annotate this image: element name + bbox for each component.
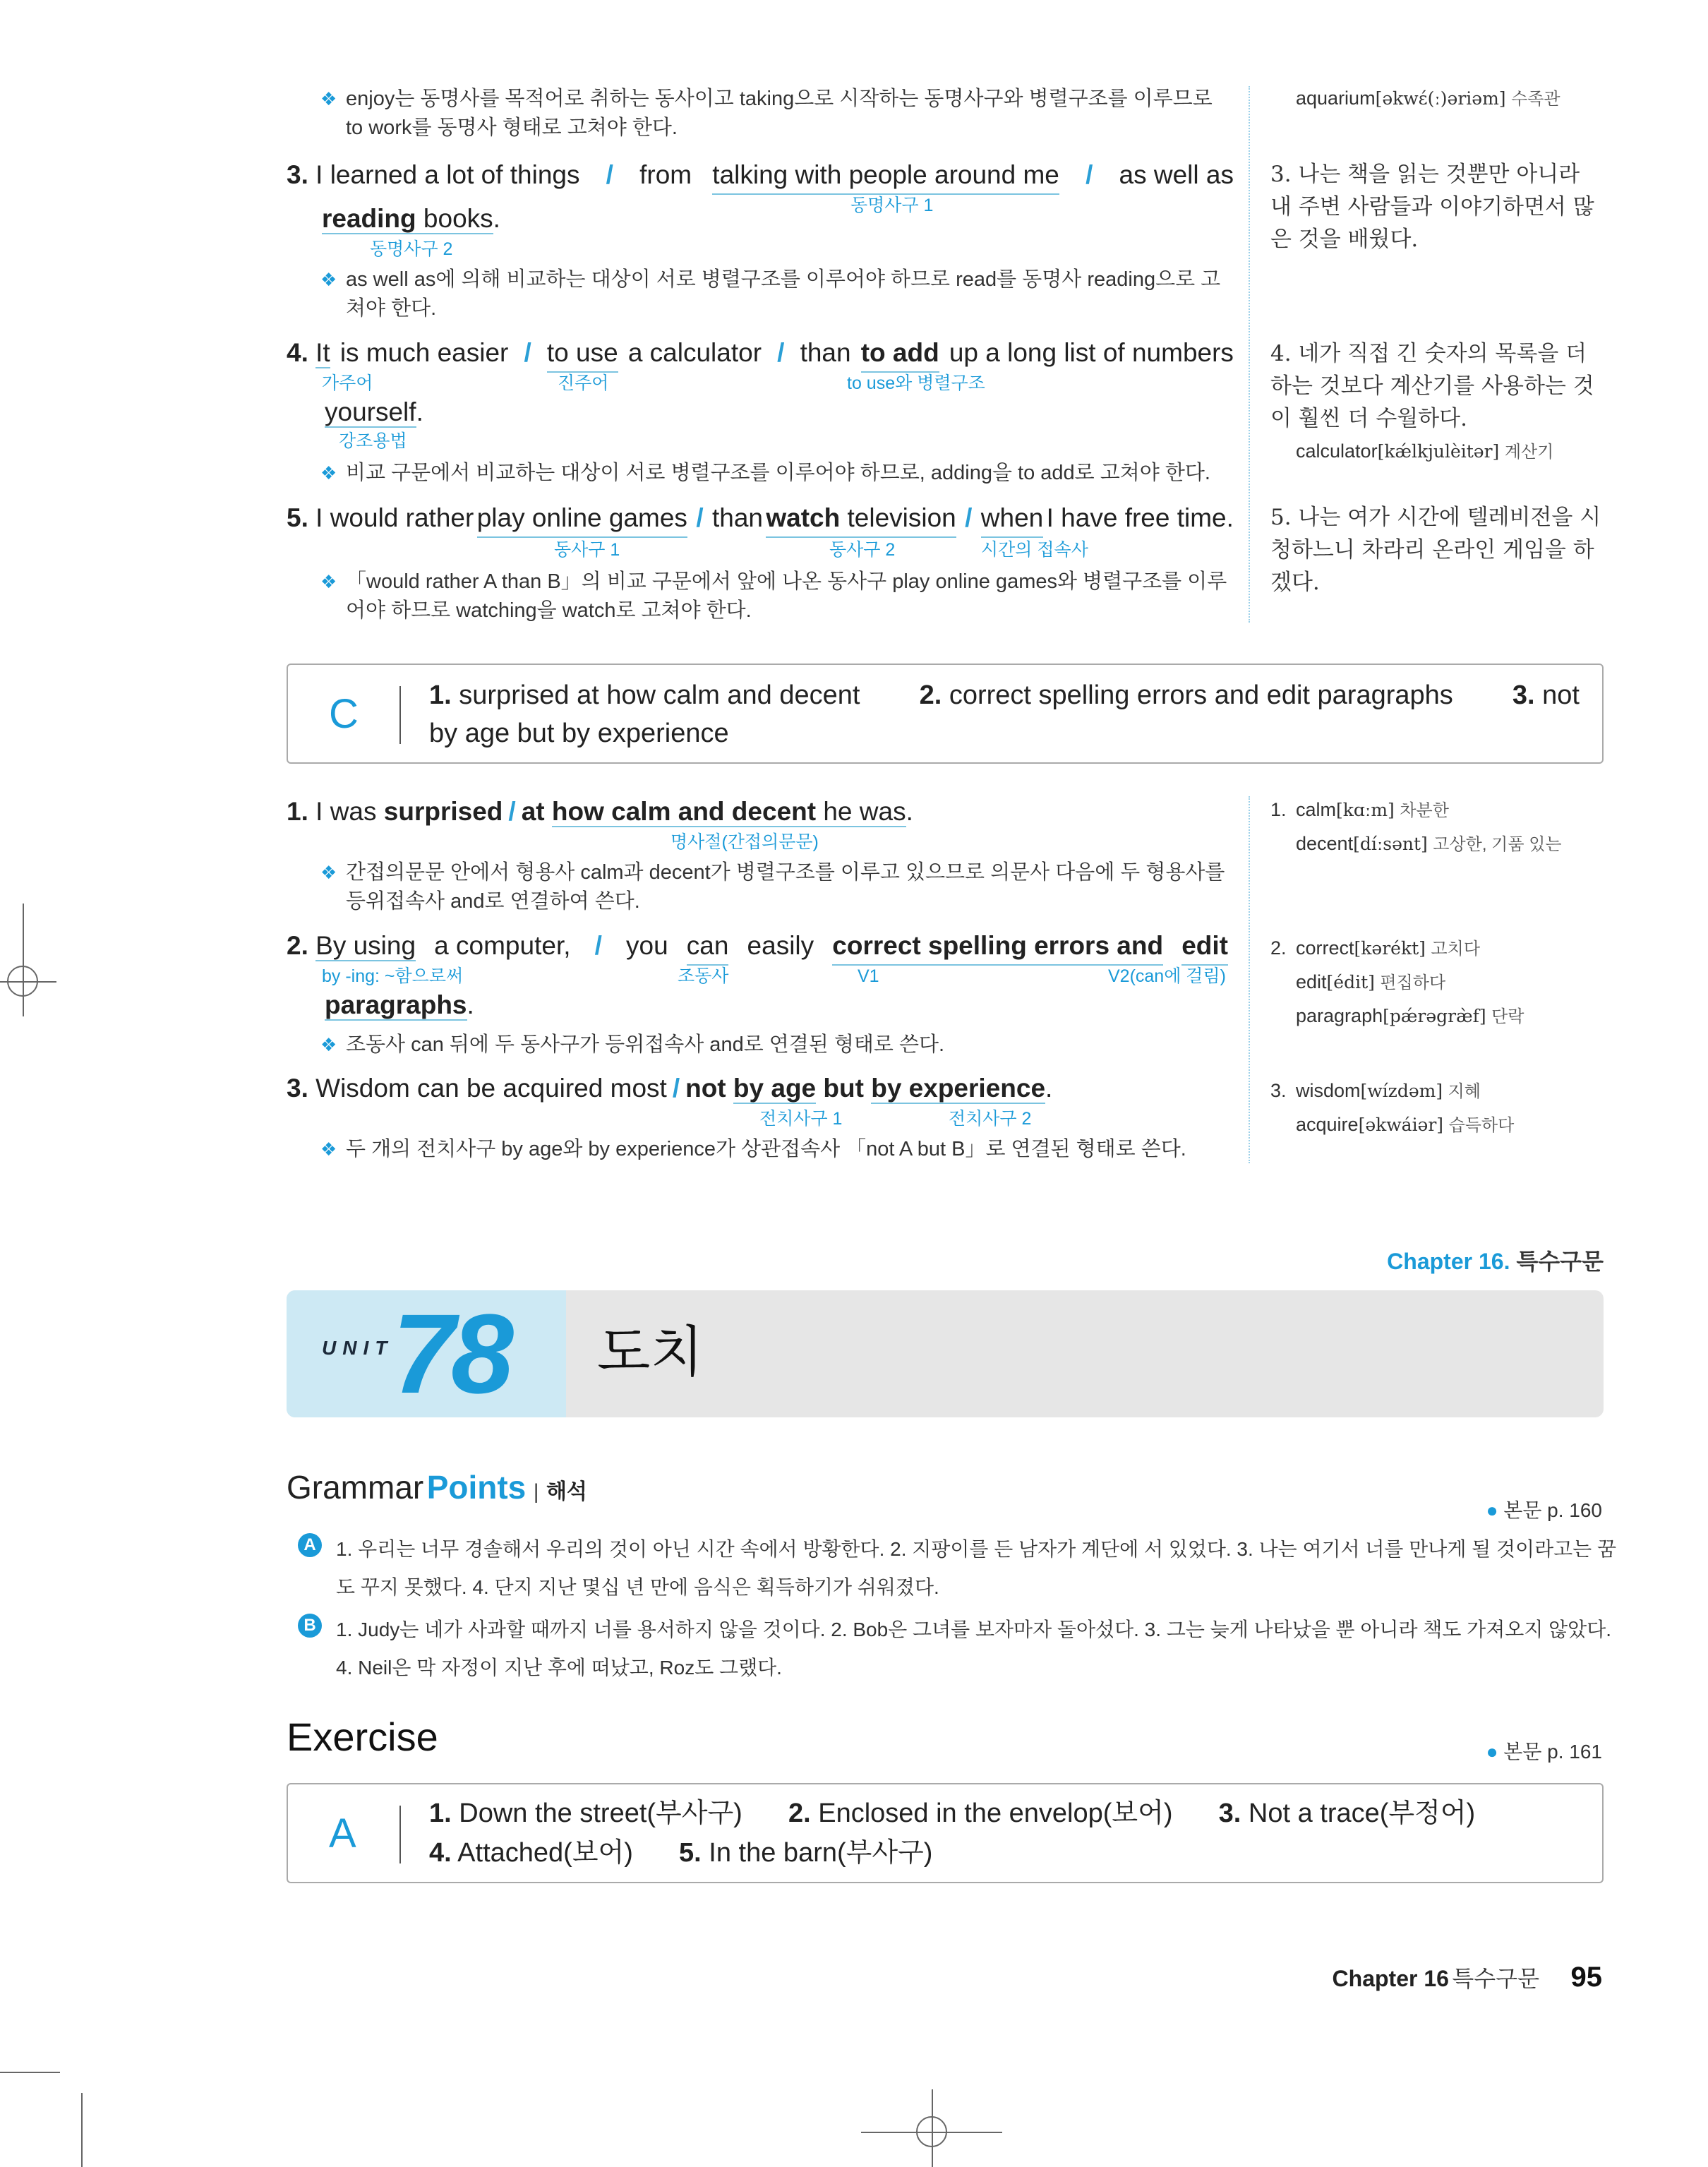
label-v1: V1 xyxy=(858,966,879,986)
sentence-c3: 3. Wisdom can be acquired most / not by age but by experience. xyxy=(287,1074,1053,1103)
grammar-b-badge: B xyxy=(298,1614,322,1638)
answer-box-c xyxy=(287,664,1604,764)
diamond-icon: ❖ xyxy=(320,1034,337,1055)
answers-ex-line1: 1. Down the street(부사구) 2. Enclosed in the envelop(보어) 3. Not a trace(부정어) xyxy=(429,1799,1476,1828)
registration-mark-bottom xyxy=(861,2089,1002,2167)
grammar-points-ref: ● 본문 p. 160 xyxy=(1486,1499,1602,1521)
vocab-c2: 2. correct[kərékt] 고치다 edit[édit] 편집하다 paragraph[pǽrəgræ̀f] 단락 xyxy=(1270,937,1524,1026)
box-divider xyxy=(399,686,401,744)
note-b3: ❖ as well as에 의해 비교하는 대상이 서로 병렬구조를 이루어야 하므로 read를 동명사 reading으로 고쳐야 한다. xyxy=(346,265,1228,323)
diamond-icon: ❖ xyxy=(320,462,337,484)
answers-c-line1: 1. surprised at how calm and decent 2. correct spelling errors and edit paragraphs 3. not xyxy=(429,680,1580,710)
translation-b4: 4. 네가 직접 긴 숫자의 목록을 더하는 것보다 계산기를 사용하는 것이 훨씬 더 수월하다. xyxy=(1270,341,1594,431)
label-prep-phrase-2: 전치사구 2 xyxy=(949,1109,1032,1129)
label-emphatic: 강조용법 xyxy=(339,431,407,451)
column-divider-top xyxy=(1249,86,1250,623)
note-b5: ❖ 「would rather A than B」의 비교 구문에서 앞에 나온 동사구 play online games와 병렬구조를 이루어야 하므로 watching을 watch로 고쳐야 한다. xyxy=(346,568,1228,625)
label-by-ing: by -ing: ~함으로써 xyxy=(322,966,464,986)
label-prep-phrase-1: 전치사구 1 xyxy=(759,1109,843,1129)
exercise-heading: Exercise xyxy=(287,1715,438,1759)
answers-c-line2: by age but by experience xyxy=(429,719,729,748)
box-divider xyxy=(399,1806,401,1863)
answer-box-letter: A xyxy=(329,1811,356,1856)
translation-b5: 5. 나는 여가 시간에 텔레비전을 시청하느니 차라리 온라인 게임을 하겠다. xyxy=(1270,505,1601,595)
label-real-subject: 진주어 xyxy=(558,373,609,393)
vocab-c3: 3. wisdom[wízdəm] 지혜 acquire[əkwáiər] 습득하다 xyxy=(1270,1080,1515,1135)
label-auxiliary: 조동사 xyxy=(678,966,729,986)
label-noun-clause: 명사절(간접의문문) xyxy=(670,832,819,852)
label-dummy-subject: 가주어 xyxy=(322,373,373,393)
label-gerund-2: 동명사구 2 xyxy=(370,239,453,259)
bullet-icon: ● xyxy=(1486,1499,1498,1521)
column-divider-middle xyxy=(1249,796,1250,1163)
answer-box-letter: C xyxy=(329,691,359,737)
page-number: 95 xyxy=(1570,1962,1602,1993)
note-top: ❖ enjoy는 동명사를 목적어로 취하는 동사이고 taking으로 시작하는 동명사구와 병렬구조를 이루므로 to work를 동명사 형태로 고쳐야 한다. xyxy=(346,85,1228,143)
label-verb-phrase-1: 동사구 1 xyxy=(554,540,620,560)
grammar-a-badge: A xyxy=(298,1533,322,1557)
exercise-ref: ● 본문 p. 161 xyxy=(1486,1741,1602,1763)
translation-b3: 3. 나는 책을 읽는 것뿐만 아니라 내 주변 사람들과 이야기하면서 많은 것을 배웠다. xyxy=(1270,162,1594,252)
unit-number: 78 xyxy=(392,1290,510,1417)
sentence-b4-line2: yourself. xyxy=(325,397,423,426)
diamond-icon: ❖ xyxy=(320,88,337,109)
unit-title: 도치 xyxy=(597,1321,704,1383)
grammar-points-heading: Grammar Points | 해석 xyxy=(287,1469,587,1506)
unit-word: UNIT xyxy=(322,1337,394,1359)
diamond-icon: ❖ xyxy=(320,571,337,592)
sentence-b5: 5. I would rather play online games / than watch television / when I have free time. xyxy=(287,500,1234,538)
note-c1: ❖ 간접의문문 안에서 형용사 calm과 decent가 병렬구조를 이루고 있으므로 의문사 다음에 두 형용사를 등위접속사 and로 연결하여 쓴다. xyxy=(346,858,1228,916)
crop-mark-bottom-left-v xyxy=(81,2093,83,2167)
grammar-a-text: 1. 우리는 너무 경솔해서 우리의 것이 아닌 시간 속에서 방황한다. 2. 지팡이를 든 남자가 계단에 서 있었다. 3. 나는 여기서 너를 만나게 될 것이라고는 꿈 도 꾸지 못했다. 4. 단지 지난 몇십 년 만에 음식은 획득하기가 쉬워졌다. xyxy=(336,1538,1617,1598)
grammar-b-text: 1. Judy는 네가 사과할 때까지 너를 용서하지 않을 것이다. 2. Bob은 그녀를 보자마자 돌아섰다. 3. 그는 늦게 나타났을 뿐 아니라 책도 가져오지 않았다. 4. Neil은 막 자정이 지난 후에 떠났고, Roz도 그랬다. xyxy=(336,1619,1612,1679)
sentence-c2-line1: 2. By using a computer, / you can easily correct spelling errors and edit xyxy=(287,928,1228,966)
note-b4: ❖ 비교 구문에서 비교하는 대상이 서로 병렬구조를 이루어야 하므로, adding을 to add로 고쳐야 한다. xyxy=(346,459,1228,488)
chapter-header: Chapter 16. 특수구문 xyxy=(1387,1249,1604,1274)
diamond-icon: ❖ xyxy=(320,269,337,290)
diamond-icon: ❖ xyxy=(320,1139,337,1160)
registration-mark-left xyxy=(0,904,42,1016)
label-verb-phrase-2: 동사구 2 xyxy=(829,540,896,560)
note-c2: ❖ 조동사 can 뒤에 두 동사구가 등위접속사 and로 연결된 형태로 쓴다. xyxy=(346,1031,1228,1060)
answer-box-exercise-a xyxy=(287,1783,1604,1883)
answers-ex-line2: 4. Attached(보어) 5. In the barn(부사구) xyxy=(429,1838,933,1868)
sentence-b3-line2: reading books. xyxy=(322,204,500,233)
note-c3: ❖ 두 개의 전치사구 by age와 by experience가 상관접속사 「not A but B」로 연결된 형태로 쓴다. xyxy=(346,1135,1228,1164)
unit-banner xyxy=(287,1290,1604,1417)
page-footer: Chapter 16 특수구문 95 xyxy=(1332,1962,1602,1993)
label-time-conjunction: 시간의 접속사 xyxy=(981,540,1088,560)
label-parallel-to-use: to use와 병렬구조 xyxy=(847,373,985,393)
diamond-icon: ❖ xyxy=(320,862,337,883)
vocab-calculator: calculator[kǽlkjulèitər] 계산기 xyxy=(1296,440,1554,462)
sentence-b4-line1: 4. It is much easier / to use a calculator / than to add up a long list of numbers xyxy=(287,335,1234,373)
sentence-c2-line2: paragraphs. xyxy=(325,990,474,1019)
vocab-c1: 1. calm[kɑːm] 차분한 decent[díːsənt] 고상한, 기품 있는 xyxy=(1270,799,1562,854)
label-v2: V2(can에 걸림) xyxy=(1108,966,1226,986)
sentence-c1: 1. I was surprised / at how calm and decent he was. xyxy=(287,797,913,826)
vocab-aquarium: aquarium[əkwɛ́(ː)əriəm] 수족관 xyxy=(1296,88,1560,109)
label-gerund-1: 동명사구 1 xyxy=(850,196,934,215)
bullet-icon: ● xyxy=(1486,1741,1498,1763)
sentence-b3-line1: 3. I learned a lot of things / from talking with people around me / as well as xyxy=(287,157,1234,195)
crop-mark-bottom-left xyxy=(0,2072,60,2073)
